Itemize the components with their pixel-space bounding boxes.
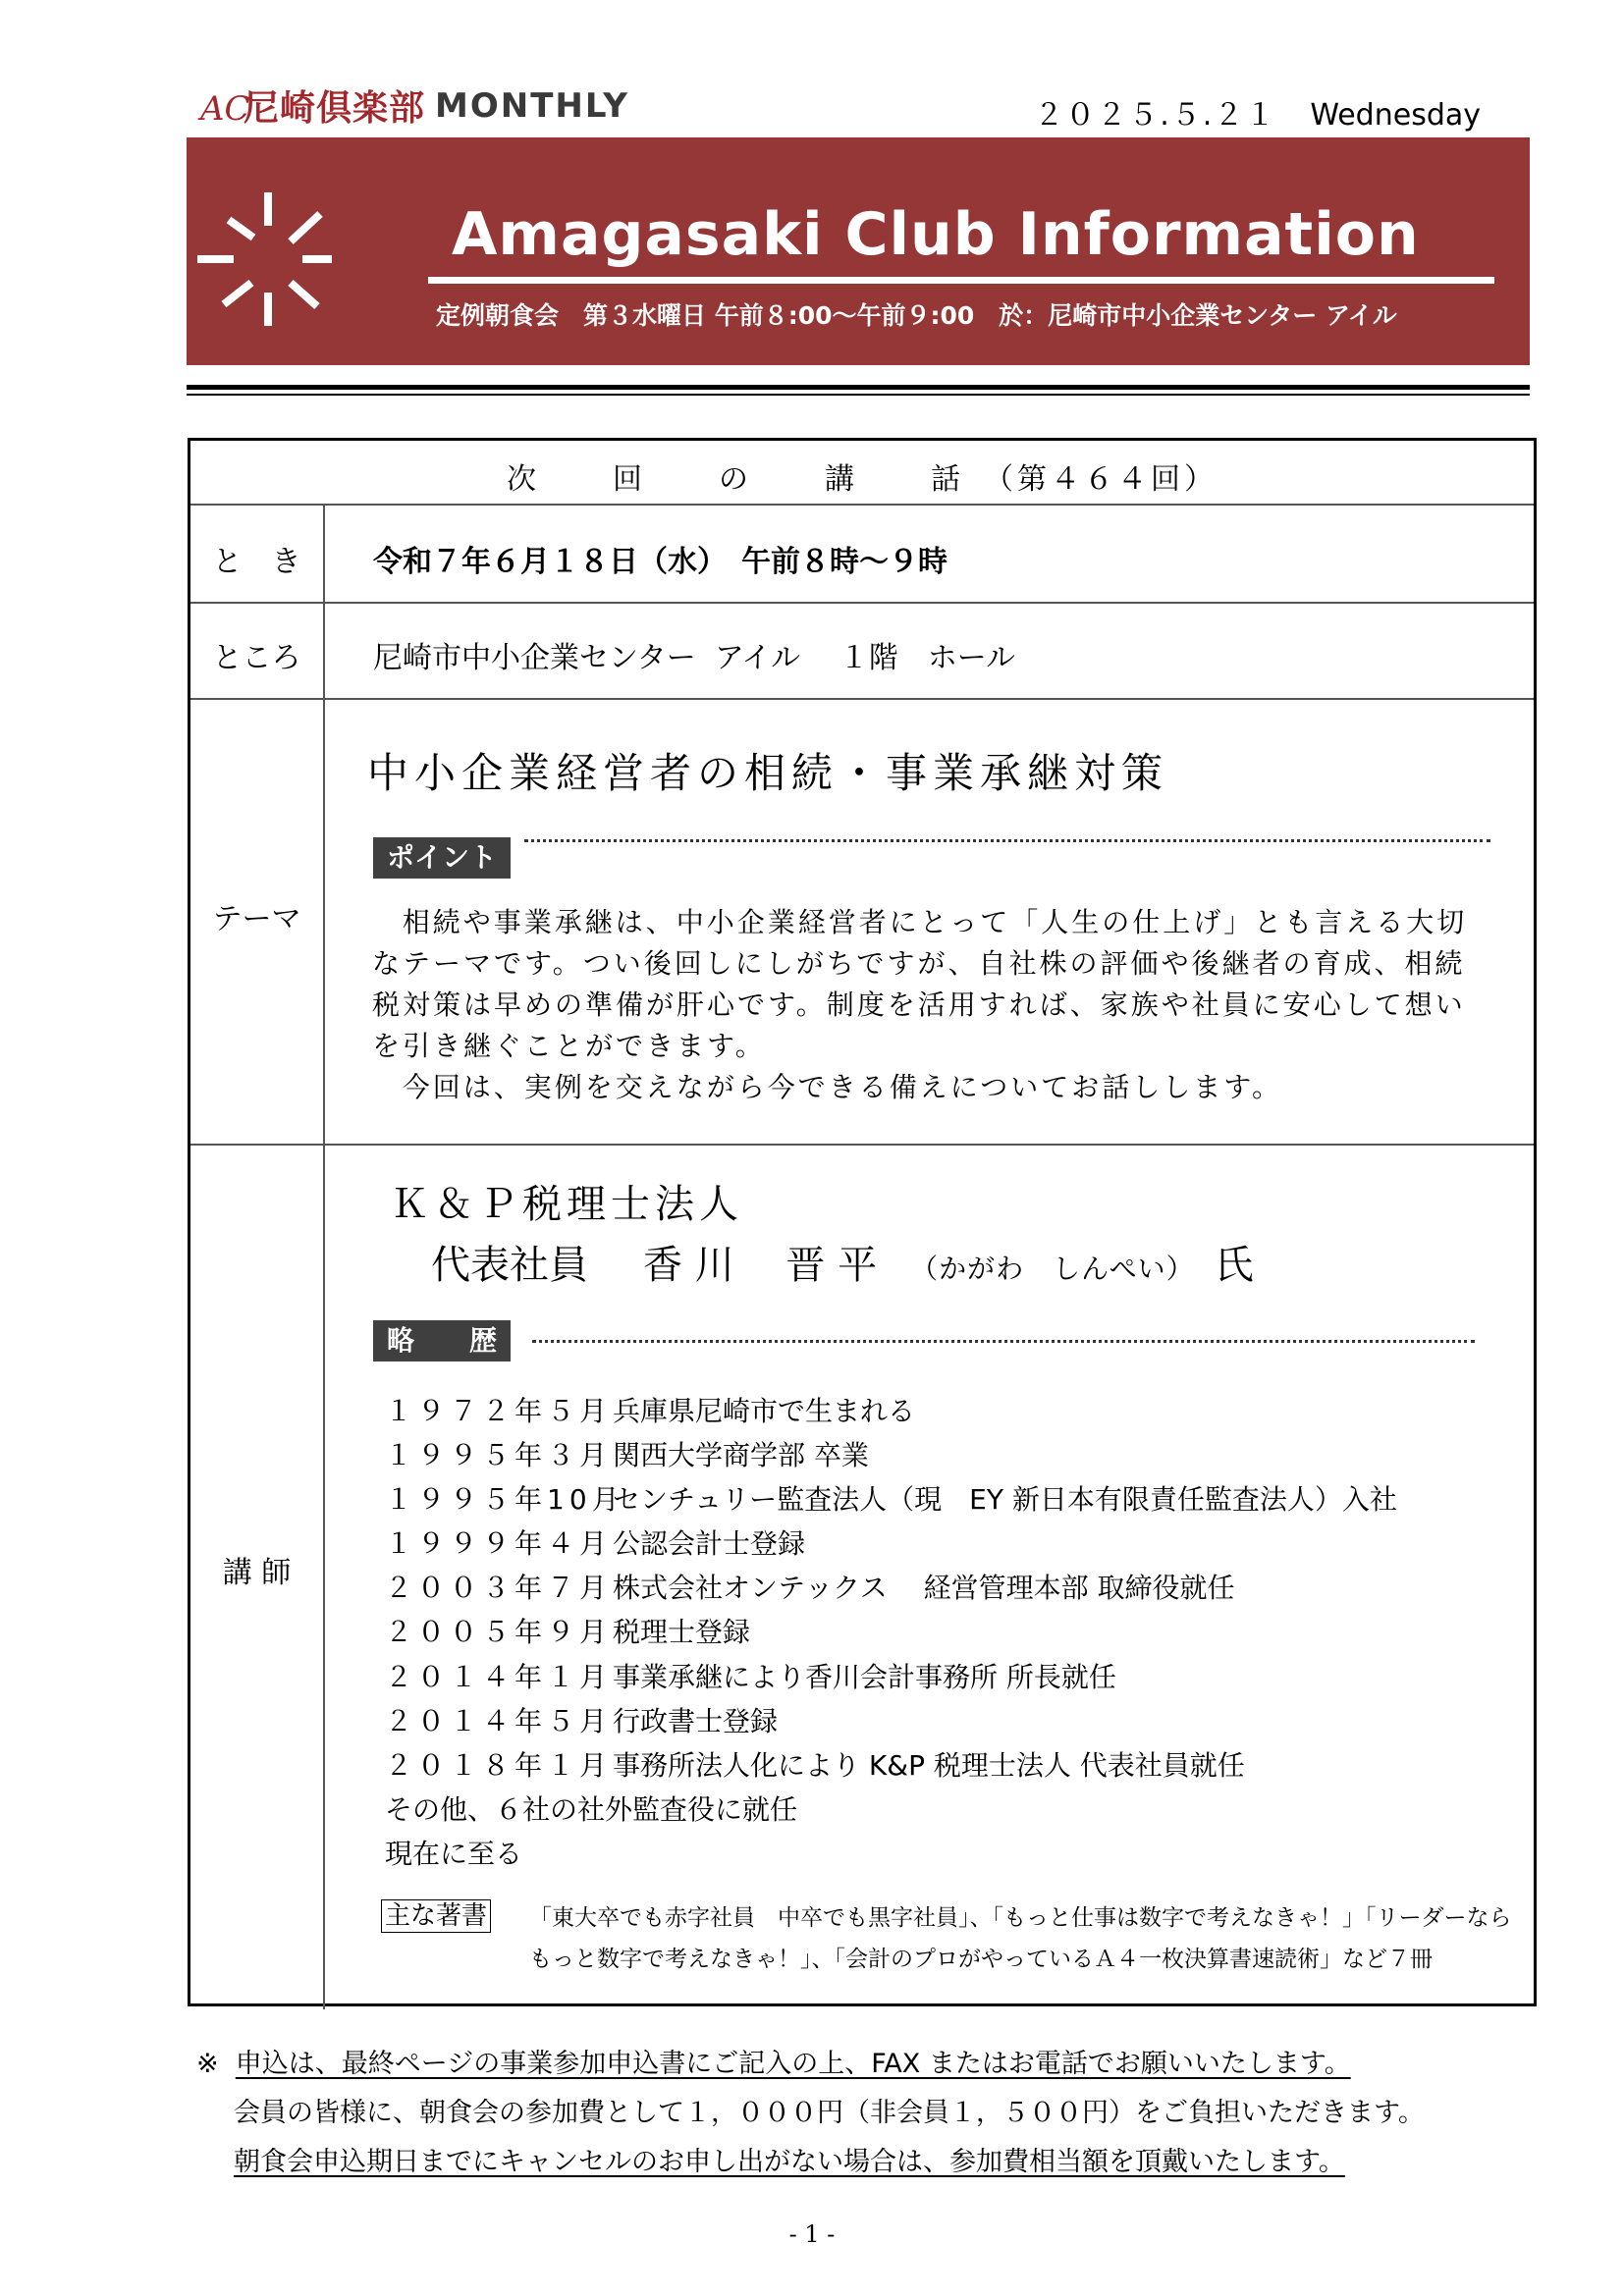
header-rule-thin bbox=[187, 394, 1530, 396]
logo-text: 尼崎倶楽部 bbox=[244, 88, 426, 129]
where-label: ところ bbox=[212, 641, 301, 675]
banner-divider bbox=[428, 277, 1494, 284]
where-value: 尼崎市中小企業センター アイル １階 ホール bbox=[373, 641, 1016, 675]
speaker-line bbox=[431, 1234, 1254, 1290]
row-divider bbox=[190, 1144, 1534, 1146]
speaker-company: Ｋ＆Ｐ税理士法人 bbox=[390, 1182, 743, 1227]
dotted-divider bbox=[524, 839, 1490, 842]
notes bbox=[196, 2040, 1425, 2187]
issue-date: ２０２５.５.２１ Wednesday bbox=[1034, 98, 1481, 133]
when-value: 令和７年６月１８日（水） 午前８時～９時 bbox=[373, 545, 947, 579]
speaker-suffix: 氏 bbox=[1214, 1243, 1254, 1288]
note-line-2: 会員の皆様に、朝食会の参加費として１，０００円（非会員１，５００円）をご負担いただきます。 bbox=[234, 2098, 1425, 2128]
history-tag: 略 歴 bbox=[373, 1320, 511, 1362]
dotted-divider bbox=[532, 1340, 1475, 1343]
weekday: Wednesday bbox=[1310, 98, 1481, 133]
next-lecture-caption: 次 回 の 講 話（第４６４回） bbox=[507, 462, 1218, 497]
speaker-reading: （かがわ しんぺい） bbox=[910, 1253, 1195, 1285]
speaker-name: 香 川 晋 平 bbox=[643, 1243, 878, 1288]
history-item: ２００３年７月 株式会社オンテックス 経営管理本部 取締役就任 bbox=[385, 1572, 1235, 1605]
row-divider bbox=[190, 698, 1534, 700]
theme-title: 中小企業経営者の相続・事業承継対策 bbox=[367, 749, 1169, 797]
books-label: 主な著書 bbox=[381, 1899, 491, 1933]
row-divider bbox=[190, 504, 1534, 506]
speaker-label: 講 師 bbox=[222, 1556, 292, 1590]
svg-text:AC: AC bbox=[200, 88, 250, 129]
history-item: ２０１８年１月 事務所法人化により K&P 税理士法人 代表社員就任 bbox=[385, 1748, 1245, 1782]
history-item: １９９９年４月 公認会計士登録 bbox=[385, 1527, 806, 1561]
speaker-title: 代表社員 bbox=[431, 1243, 588, 1288]
banner-title: Amagasaki Club Information bbox=[452, 200, 1420, 269]
meeting-info: 定例朝食会 第３水曜日 午前８:00～午前９:00 於：尼崎市中小企業センター アイル bbox=[436, 301, 1397, 330]
history-item: ２０１４年１月 事業承継により香川会計事務所 所長就任 bbox=[385, 1660, 1116, 1693]
point-text bbox=[372, 902, 1491, 1108]
monthly-label: MONTHLY bbox=[435, 85, 629, 126]
theme-label: テーマ bbox=[212, 902, 301, 936]
when-label: と き bbox=[212, 545, 301, 579]
point-paragraph: 今回は、実例を交えながら今できる備えについてお話しします。 bbox=[402, 1071, 1283, 1103]
burst-icon bbox=[194, 190, 440, 357]
lecture-number: （第４６４回） bbox=[984, 462, 1218, 497]
note-line-3: 朝食会申込期日までにキャンセルのお申し出がない場合は、参加費相当額を頂戴いたします。 bbox=[234, 2147, 1345, 2177]
history-list bbox=[385, 1389, 1397, 1876]
column-divider bbox=[323, 504, 325, 2009]
history-item: １９９５年10月 センチュリー監査法人（現 EY 新日本有限責任監査法人）入社 bbox=[385, 1483, 1397, 1517]
club-logo-icon bbox=[198, 82, 250, 130]
point-tag: ポイント bbox=[373, 837, 511, 879]
lecture-table bbox=[188, 438, 1537, 2006]
page-number: - 1 - bbox=[788, 2220, 836, 2248]
history-extra: その他、６社の社外監査役に就任 bbox=[385, 1792, 798, 1826]
note-line-1: ※ 申込は、最終ページの事業参加申込書にご記入の上、FAX またはお電話でお願いいたします。 bbox=[196, 2049, 1351, 2079]
history-item: １９９５年３月 関西大学商学部 卒業 bbox=[385, 1439, 869, 1472]
books-line: もっと数字で考えなきゃ！」、「会計のプロがやっているＡ４一枚決算書速読術」など７冊 bbox=[529, 1947, 1433, 1972]
header-logo bbox=[198, 80, 629, 131]
header-rule bbox=[187, 385, 1530, 390]
books-list bbox=[529, 1897, 1512, 1980]
history-item: ２００５年９月 税理士登録 bbox=[385, 1616, 751, 1649]
row-divider bbox=[190, 602, 1534, 604]
note-mark: ※ bbox=[196, 2049, 219, 2079]
history-extra: 現在に至る bbox=[385, 1837, 523, 1870]
history-item: ２０１４年５月 行政書士登録 bbox=[385, 1704, 779, 1737]
history-item: １９７２年５月 兵庫県尼崎市で生まれる bbox=[385, 1395, 916, 1427]
point-paragraph: 相続や事業承継は、中小企業経営者にとって「人生の仕上げ」とも言える大切なテーマです。つい後回しにしがちですが、自社株の評価や後継者の育成、相続税対策は早めの準備が肝心です。制度を活用すれば、家族や社員に安心して想いを引き継ぐことができます。 bbox=[372, 906, 1468, 1062]
banner bbox=[187, 137, 1530, 365]
books-line: 「東大卒でも赤字社員 中卒でも黒字社員」、「もっと仕事は数字で考えなきゃ！」「リーダーなら bbox=[529, 1905, 1512, 1931]
